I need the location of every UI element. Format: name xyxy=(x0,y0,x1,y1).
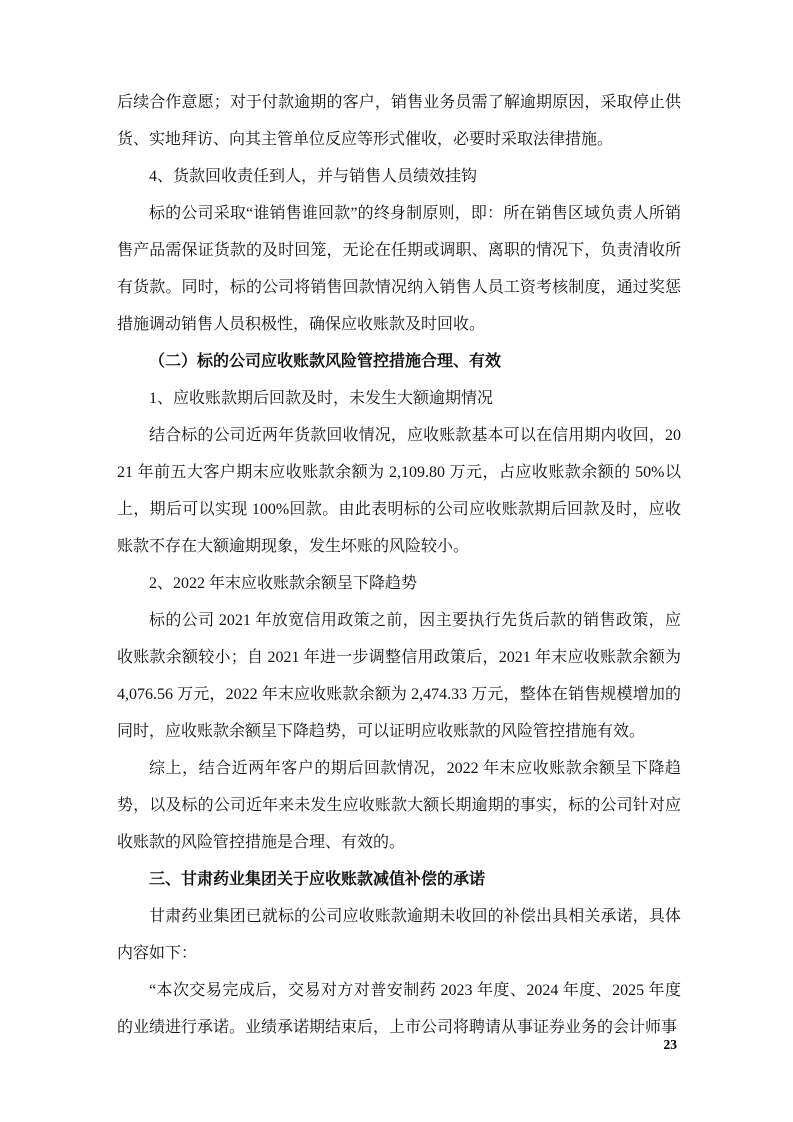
text-column xyxy=(117,84,681,1046)
body-paragraph: “本次交易完成后，交易对方对普安制药 2023 年度、2024 年度、2025 年度的业绩进行承诺。业绩承诺期结束后，上市公司将聘请从事证券业务的会计师事 xyxy=(117,982,681,1036)
numbered-item-heading: 4、货款回收责任到人，并与销售人员绩效挂钩 xyxy=(149,168,478,185)
body-paragraph: 结合标的公司近两年货款回收情况，应收账款基本可以在信用期内收回，2021 年前五大客户期末应收账款余额为 2,109.80 万元，占应收账款余额的 50%以上，期后可以实现 100%回款。由此表明标的公司应收账款期后回款及时，应收账款不存在大额逾期现象，发生坏账的风险较小。 xyxy=(117,427,681,555)
body-paragraph: 标的公司采取“谁销售谁回款”的终身制原则，即：所在销售区域负责人所销售产品需保证货款的及时回笼，无论在任期或调职、离职的情况下，负责清收所有货款。同时，标的公司将销售回款情况纳入销售人员工资考核制度，通过奖惩措施调动销售人员积极性，确保应收账款及时回收。 xyxy=(117,205,681,333)
body-paragraph: 综上，结合近两年客户的期后回款情况，2022 年末应收账款余额呈下降趋势，以及标的公司近年来未发生应收账款大额长期逾期的事实，标的公司针对应收账款的风险管控措施是合理、有效的。 xyxy=(117,760,681,851)
section-heading: 三、甘肃药业集团关于应收账款减值补偿的承诺 xyxy=(149,871,486,888)
subsection-heading: （二）标的公司应收账款风险管控措施合理、有效 xyxy=(149,353,502,370)
numbered-item-heading: 1、应收账款期后回款及时，未发生大额逾期情况 xyxy=(149,390,494,407)
body-paragraph: 标的公司 2021 年放宽信用政策之前，因主要执行先货后款的销售政策，应收账款余额较小；自 2021 年进一步调整信用政策后，2021 年末应收账款余额为 4,076.56 万元，2022 年末应收账款余额为 2,474.33 万元，整体在销售规模增加的同时，应收账款余额呈下降趋势，可以证明应收账款的风险管控措施有效。 xyxy=(117,612,681,740)
page-number: 23 xyxy=(663,1037,677,1052)
body-paragraph: 甘肃药业集团已就标的公司应收账款逾期未收回的补偿出具相关承诺，具体内容如下： xyxy=(117,908,681,962)
body-paragraph-continued: 后续合作意愿；对于付款逾期的客户，销售业务员需了解逾期原因，采取停止供货、实地拜访、向其主管单位反应等形式催收，必要时采取法律措施。 xyxy=(117,94,681,148)
numbered-item-heading: 2、2022 年末应收账款余额呈下降趋势 xyxy=(149,575,418,592)
